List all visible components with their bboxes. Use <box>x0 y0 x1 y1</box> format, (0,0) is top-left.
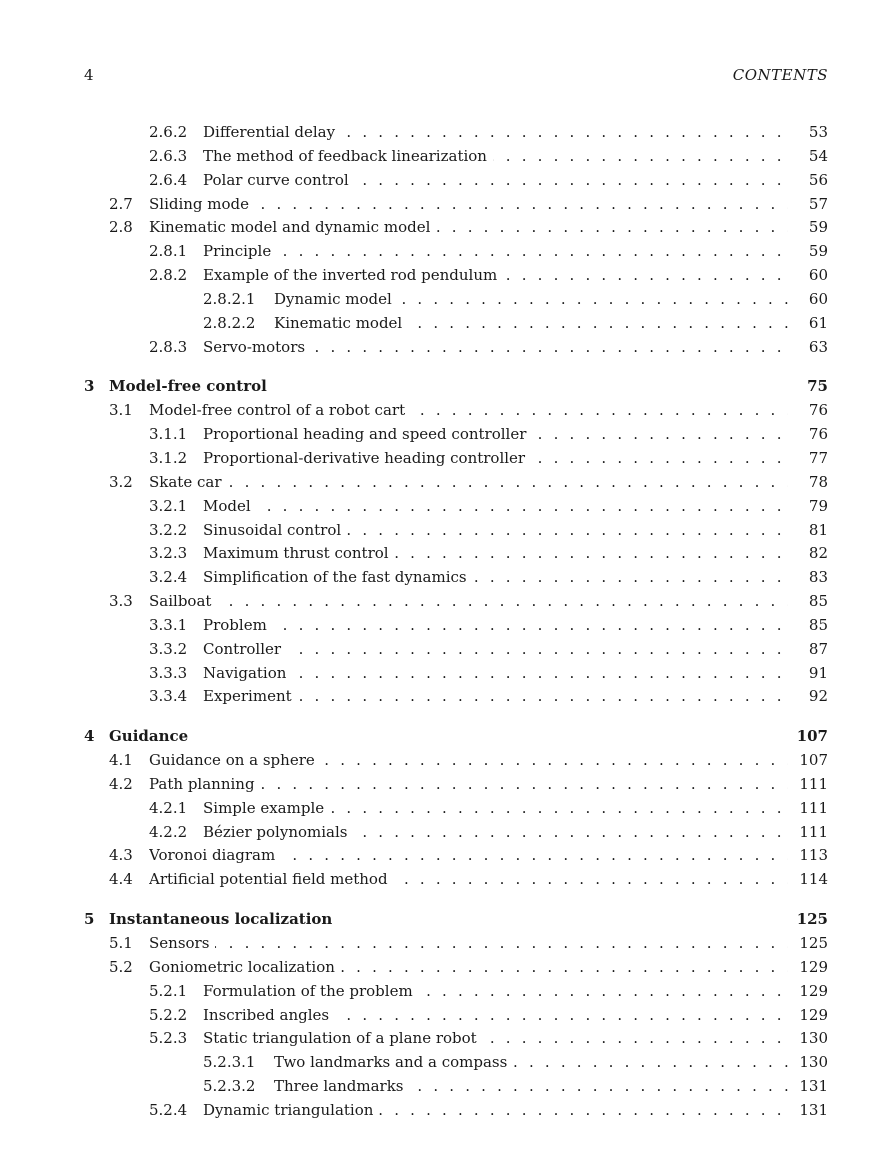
toc-entry-leader <box>109 375 788 399</box>
toc-entry-page: 53 <box>808 123 828 141</box>
toc-entry[interactable] <box>84 216 828 240</box>
toc-entry[interactable] <box>84 1027 828 1051</box>
toc-entry-number: 5.2.3.1 <box>203 1053 256 1072</box>
page-number: 4 <box>84 66 94 84</box>
toc-entry-number: 2.8.1 <box>149 242 188 261</box>
toc-entry-title: Sinusoidal control <box>203 521 347 539</box>
toc-entry-leader <box>109 725 788 749</box>
toc-entry[interactable] <box>84 868 828 892</box>
toc-entry-title: Two landmarks and a compass <box>274 1053 513 1071</box>
toc-entry-page: 75 <box>807 377 828 396</box>
toc-entry[interactable] <box>84 121 828 145</box>
toc-entry-number: 3.1.1 <box>149 425 188 444</box>
toc-entry[interactable] <box>84 1099 828 1123</box>
toc-entry-leader <box>149 590 788 614</box>
toc-entry-title: Differential delay <box>203 123 341 141</box>
toc-entry-page: 131 <box>799 1077 828 1096</box>
toc-entry-title: Artificial potential field method <box>149 870 394 888</box>
toc-entry[interactable] <box>84 312 828 336</box>
toc-entry-page: 91 <box>808 663 828 682</box>
toc-entry-number: 3.2.2 <box>149 520 188 539</box>
toc-entry-leader <box>203 542 788 566</box>
toc-entry[interactable] <box>84 519 828 543</box>
toc-entry-leader <box>203 685 788 709</box>
toc-entry-page: 111 <box>799 822 828 841</box>
toc-entry-title: Proportional heading and speed controller <box>203 425 532 443</box>
toc-entry-leader <box>203 519 788 543</box>
toc-entry-page: 76 <box>808 401 828 420</box>
toc-entry-leader <box>203 614 788 638</box>
toc-entry-page: 82 <box>808 544 828 563</box>
toc-entry-title: Simple example <box>203 799 330 817</box>
toc-entry-leader <box>149 749 788 773</box>
toc-entry-leader <box>203 566 788 590</box>
toc-chapter[interactable] <box>84 725 828 749</box>
toc-entry-number: 5.2.4 <box>149 1100 188 1119</box>
toc-entry-number: 5.2.3.2 <box>203 1077 256 1096</box>
toc-entry[interactable] <box>84 685 828 709</box>
toc-entry-title: Problem <box>203 616 273 634</box>
toc-entry-page: 111 <box>799 774 828 793</box>
toc-entry[interactable] <box>84 240 828 264</box>
toc-entry-title: Sailboat <box>149 592 217 610</box>
toc-entry-number: 5.2.2 <box>149 1005 188 1024</box>
toc-entry-leader <box>203 662 788 686</box>
toc-entry[interactable] <box>84 662 828 686</box>
toc-entry[interactable] <box>84 447 828 471</box>
toc-entry-leader <box>149 193 788 217</box>
toc-entry-number: 3.2.4 <box>149 568 188 587</box>
toc-entry[interactable] <box>84 288 828 312</box>
toc-entry-title: Kinematic model and dynamic model <box>149 218 436 236</box>
toc-entry-number: 5.2.1 <box>149 981 188 1000</box>
toc-entry-title: Formulation of the problem <box>203 982 419 1000</box>
toc-entry-title: Instantaneous localization <box>109 910 333 929</box>
toc-entry[interactable] <box>84 471 828 495</box>
toc-entry-number: 5.2.3 <box>149 1029 188 1048</box>
toc-entry-title: The method of feedback linearization <box>203 147 493 165</box>
toc-entry-number: 4.2 <box>109 774 133 793</box>
toc-entry-number: 4.1 <box>109 751 133 770</box>
toc-entry-page: 60 <box>808 266 828 285</box>
toc-entry-leader <box>203 638 788 662</box>
toc-entry-title: Three landmarks <box>274 1077 410 1095</box>
toc-entry-title: Simplification of the fast dynamics <box>203 568 473 586</box>
toc-entry[interactable] <box>84 821 828 845</box>
toc-entry-leader <box>203 495 788 519</box>
toc-entry-title: Proportional-derivative heading controller <box>203 449 531 467</box>
toc-entry-page: 59 <box>808 218 828 237</box>
toc-entry-title: Model <box>203 497 257 515</box>
toc-entry-page: 87 <box>808 639 828 658</box>
toc-entry-title: Skate car <box>149 473 228 491</box>
toc-entry-title: Controller <box>203 640 287 658</box>
toc-entry-leader <box>203 169 788 193</box>
toc-entry-leader <box>203 423 788 447</box>
toc-entry-number: 2.8.2.2 <box>203 313 256 332</box>
toc-entry-leader <box>203 240 788 264</box>
toc-entry-page: 60 <box>808 289 828 308</box>
toc-entry-leader <box>274 1075 788 1099</box>
toc-entry[interactable] <box>84 336 828 360</box>
toc-entry[interactable] <box>84 844 828 868</box>
toc-entry-leader <box>149 956 788 980</box>
toc-entry-leader <box>203 264 788 288</box>
toc-entry-page: 56 <box>808 170 828 189</box>
toc-entry[interactable] <box>84 145 828 169</box>
toc-entry-page: 107 <box>796 727 828 746</box>
toc-entry-leader <box>203 797 788 821</box>
toc-entry[interactable] <box>84 749 828 773</box>
toc-entry-leader <box>149 471 788 495</box>
toc-entry[interactable] <box>84 566 828 590</box>
toc-entry-number: 3.3.2 <box>149 639 188 658</box>
toc-entry[interactable] <box>84 956 828 980</box>
toc-entry-leader <box>203 821 788 845</box>
toc-entry[interactable] <box>84 1004 828 1028</box>
toc-entry-number: 3.3.4 <box>149 687 188 706</box>
toc-entry-leader <box>149 399 788 423</box>
toc-entry-leader <box>203 1099 788 1123</box>
toc-entry-page: 131 <box>799 1100 828 1119</box>
toc-entry-number: 3.1 <box>109 401 133 420</box>
toc-entry-leader <box>149 773 788 797</box>
toc-entry-number: 2.8 <box>109 218 133 237</box>
toc-entry-title: Servo-motors <box>203 338 311 356</box>
toc-entry-page: 78 <box>808 472 828 491</box>
toc-entry[interactable] <box>84 773 828 797</box>
toc-entry[interactable] <box>84 797 828 821</box>
toc-entry-leader <box>203 121 788 145</box>
toc-entry-page: 85 <box>808 615 828 634</box>
toc-entry-leader <box>203 1004 788 1028</box>
toc-entry-page: 125 <box>799 934 828 952</box>
toc-entry-leader <box>274 288 788 312</box>
toc-entry-page: 83 <box>808 568 828 587</box>
toc-entry-page: 114 <box>799 870 828 889</box>
toc-chapter[interactable] <box>84 375 828 399</box>
toc-entry-page: 81 <box>808 520 828 539</box>
toc-entry-number: 2.8.3 <box>149 337 188 356</box>
toc-entry-page: 130 <box>799 1029 828 1048</box>
toc-entry-leader <box>203 336 788 360</box>
toc-entry-page: 107 <box>799 751 828 770</box>
toc-entry[interactable] <box>84 932 828 956</box>
toc-entry-page: 85 <box>808 592 828 611</box>
toc-entry-title: Sensors <box>149 934 215 952</box>
toc-entry-number: 2.6.4 <box>149 170 188 189</box>
toc-entry-page: 92 <box>808 687 828 706</box>
toc-entry-number: 2.6.3 <box>149 146 188 165</box>
toc-entry-number: 4 <box>84 727 95 746</box>
toc-entry-page: 77 <box>808 448 828 467</box>
running-title: CONTENTS <box>732 66 828 84</box>
toc-entry-number: 2.6.2 <box>149 123 188 141</box>
toc-entry-page: 57 <box>808 194 828 213</box>
toc-entry-number: 3 <box>84 377 95 396</box>
toc-entry-title: Experiment <box>203 687 298 705</box>
toc-entry-number: 4.2.2 <box>149 822 188 841</box>
toc-entry-title: Goniometric localization <box>149 958 341 976</box>
toc-entry-title: Sliding mode <box>149 195 255 213</box>
toc-entry-title: Principle <box>203 242 277 260</box>
toc-entry[interactable] <box>84 264 828 288</box>
toc-entry[interactable] <box>84 399 828 423</box>
toc-entry-title: Kinematic model <box>274 314 408 332</box>
toc-entry-page: 59 <box>808 242 828 261</box>
toc-entry-page: 61 <box>808 313 828 332</box>
toc-entry-title: Polar curve control <box>203 171 355 189</box>
toc-entry-leader <box>274 312 788 336</box>
toc-entry[interactable] <box>84 169 828 193</box>
toc-entry-page: 76 <box>808 425 828 444</box>
toc-entry[interactable] <box>84 590 828 614</box>
toc-entry-page: 129 <box>799 1005 828 1024</box>
toc-entry-leader <box>274 1051 788 1075</box>
toc-entry-page: 129 <box>799 957 828 976</box>
toc-chapter[interactable] <box>84 908 828 932</box>
toc-entry[interactable] <box>84 1051 828 1075</box>
toc-entry-title: Inscribed angles <box>203 1006 335 1024</box>
toc-entry[interactable] <box>84 614 828 638</box>
toc-entry-number: 4.4 <box>109 870 133 889</box>
toc-entry[interactable] <box>84 193 828 217</box>
toc-entry[interactable] <box>84 1075 828 1099</box>
toc-entry-title: Navigation <box>203 664 292 682</box>
toc-entry-number: 3.1.2 <box>149 448 188 467</box>
toc-entry-leader <box>149 844 788 868</box>
toc-entry-leader <box>203 145 788 169</box>
toc-entry-page: 63 <box>808 337 828 356</box>
toc-entry-title: Guidance <box>109 727 189 746</box>
toc-entry-leader <box>203 447 788 471</box>
toc-entry[interactable] <box>84 638 828 662</box>
toc-entry-number: 2.8.2.1 <box>203 289 256 308</box>
toc-entry-page: 54 <box>808 146 828 165</box>
toc-entry-number: 2.8.2 <box>149 266 188 285</box>
toc-entry-number: 3.3 <box>109 592 133 611</box>
toc-entry-page: 129 <box>799 981 828 1000</box>
toc-entry-number: 4.2.1 <box>149 798 188 817</box>
toc-entry-title: Guidance on a sphere <box>149 751 321 769</box>
toc-entry-title: Bézier polynomials <box>203 823 353 841</box>
toc-entry-number: 3.3.3 <box>149 663 188 682</box>
toc-entry-page: 113 <box>799 846 828 865</box>
toc-entry-leader <box>149 932 788 956</box>
toc-entry-page: 79 <box>808 496 828 515</box>
toc-entry-title: Model-free control of a robot cart <box>149 401 411 419</box>
toc-entry-title: Maximum thrust control <box>203 544 395 562</box>
toc-entry-number: 3.2.3 <box>149 544 188 563</box>
toc-entry-title: Voronoi diagram <box>149 846 281 864</box>
toc-entry-number: 2.7 <box>109 194 133 213</box>
toc-entry[interactable] <box>84 542 828 566</box>
toc-entry-title: Dynamic triangulation <box>203 1101 379 1119</box>
toc-entry-number: 3.2.1 <box>149 496 188 515</box>
toc-entry-number: 5.1 <box>109 934 133 952</box>
toc-entry-number: 3.3.1 <box>149 615 188 634</box>
toc-entry-title: Dynamic model <box>274 290 398 308</box>
toc-entry-title: Path planning <box>149 775 261 793</box>
toc-entry-title: Static triangulation of a plane robot <box>203 1029 483 1047</box>
toc-entry-leader <box>149 216 788 240</box>
toc-entry-leader <box>203 980 788 1004</box>
toc-entry-number: 5.2 <box>109 957 133 976</box>
toc-entry[interactable] <box>84 980 828 1004</box>
toc-entry[interactable] <box>84 495 828 519</box>
toc-entry-number: 3.2 <box>109 472 133 491</box>
toc-entry-title: Model-free control <box>109 377 267 396</box>
toc-entry[interactable] <box>84 423 828 447</box>
toc-entry-page: 125 <box>796 910 828 929</box>
toc-entry-page: 130 <box>799 1053 828 1072</box>
table-of-contents <box>84 121 828 1123</box>
toc-entry-page: 111 <box>799 798 828 817</box>
toc-entry-title: Example of the inverted rod pendulum <box>203 266 503 284</box>
toc-entry-leader <box>203 1027 788 1051</box>
toc-entry-leader <box>109 908 788 932</box>
toc-entry-number: 4.3 <box>109 846 133 865</box>
toc-entry-leader <box>149 868 788 892</box>
toc-entry-number: 5 <box>84 910 95 929</box>
